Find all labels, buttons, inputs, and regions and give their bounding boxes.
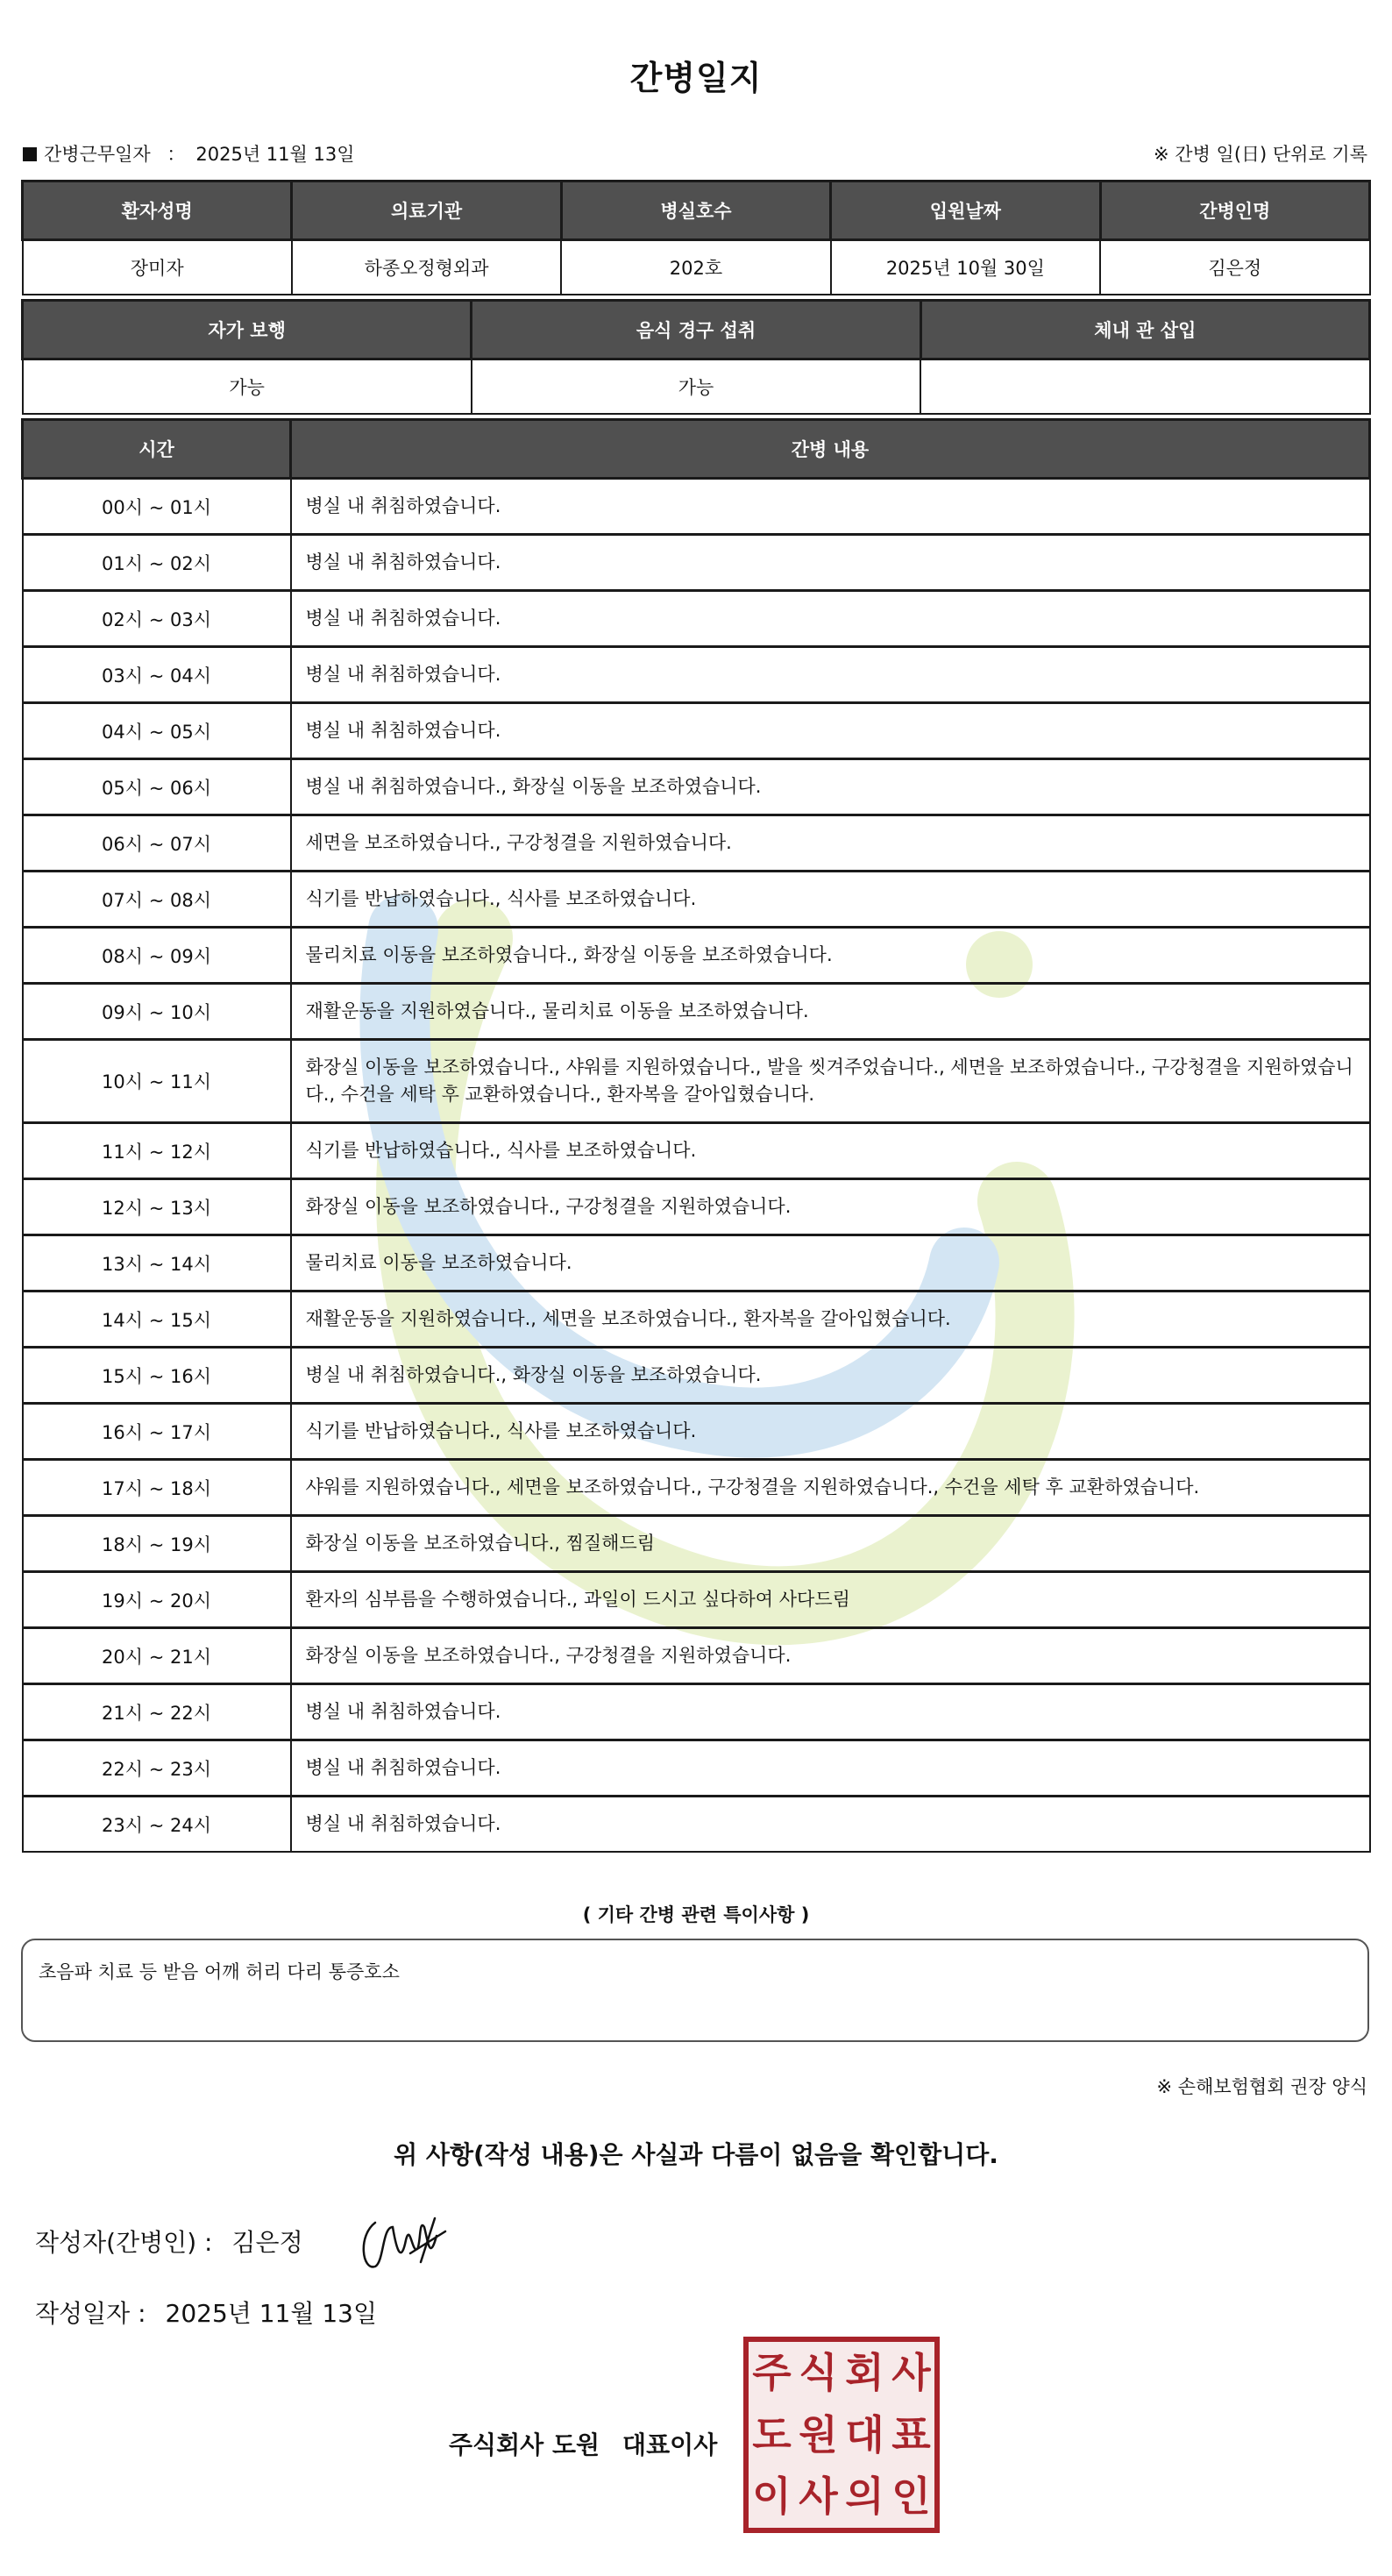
care-row (23, 1040, 1370, 1123)
care-time: 13시 ~ 14시 (23, 1235, 291, 1292)
care-row (23, 1572, 1370, 1628)
header-caregiver: 간병인명 (1100, 181, 1369, 240)
writer-label: 작성자(간병인) : (35, 2228, 213, 2257)
care-time: 12시 ~ 13시 (23, 1179, 291, 1235)
walking-value: 가능 (23, 359, 472, 415)
write-date-line (35, 2295, 377, 2330)
oral-intake-value: 가능 (472, 359, 920, 415)
seal-char: 이 (752, 2473, 792, 2521)
header-hospital: 의료기관 (292, 181, 561, 240)
care-time: 16시 ~ 17시 (23, 1404, 291, 1460)
header-care-content: 간병 내용 (291, 420, 1370, 479)
care-time: 05시 ~ 06시 (23, 759, 291, 815)
care-time: 11시 ~ 12시 (23, 1123, 291, 1179)
care-row (23, 928, 1370, 984)
care-time: 18시 ~ 19시 (23, 1516, 291, 1572)
care-row (23, 1628, 1370, 1684)
care-description: 재활운동을 지원하였습니다., 세면을 보조하였습니다., 환자복을 갈아입혔습니다. (291, 1292, 1370, 1348)
care-row (23, 984, 1370, 1040)
header-oral-intake: 음식 경구 섭취 (472, 301, 920, 359)
care-row (23, 703, 1370, 759)
company-line (449, 2426, 717, 2461)
care-time: 10시 ~ 11시 (23, 1040, 291, 1123)
care-description: 화장실 이동을 보조하였습니다., 구강청결을 지원하였습니다. (291, 1179, 1370, 1235)
care-time: 23시 ~ 24시 (23, 1797, 291, 1853)
care-description: 샤워를 지원하였습니다., 세면을 보조하였습니다., 구강청결을 지원하였습니다., 수건을 세탁 후 교환하였습니다. (291, 1460, 1370, 1516)
seal-char: 표 (891, 2410, 931, 2459)
care-row (23, 815, 1370, 872)
care-time: 08시 ~ 09시 (23, 928, 291, 984)
care-time: 03시 ~ 04시 (23, 647, 291, 703)
seal-char: 주 (752, 2349, 792, 2396)
care-time: 07시 ~ 08시 (23, 872, 291, 928)
care-log-table (21, 418, 1371, 1853)
care-time: 09시 ~ 10시 (23, 984, 291, 1040)
care-description: 병실 내 취침하였습니다. (291, 1684, 1370, 1740)
care-time: 01시 ~ 02시 (23, 535, 291, 591)
care-time: 20시 ~ 21시 (23, 1628, 291, 1684)
care-time: 21시 ~ 22시 (23, 1684, 291, 1740)
special-notes-title: ( 기타 간병 관련 특이사항 ) (582, 1904, 810, 1925)
care-description: 식기를 반납하였습니다., 식사를 보조하였습니다. (291, 1404, 1370, 1460)
header-time: 시간 (23, 420, 291, 479)
care-time: 00시 ~ 01시 (23, 479, 291, 535)
care-row (23, 1292, 1370, 1348)
care-row (23, 1516, 1370, 1572)
care-description: 화장실 이동을 보조하였습니다., 찜질해드림 (291, 1516, 1370, 1572)
seal-char: 사 (799, 2473, 838, 2521)
header-walking: 자가 보행 (23, 301, 472, 359)
care-row (23, 535, 1370, 591)
care-row (23, 1460, 1370, 1516)
care-row (23, 872, 1370, 928)
seal-char: 사 (891, 2349, 931, 2396)
care-description: 병실 내 취침하였습니다. (291, 591, 1370, 647)
caregiver-name: 김은정 (1100, 240, 1369, 295)
work-date-line (23, 140, 355, 167)
care-description: 병실 내 취침하였습니다. (291, 1797, 1370, 1853)
representative-title: 대표이사 (622, 2430, 718, 2459)
care-description: 세면을 보조하였습니다., 구강청결을 지원하였습니다. (291, 815, 1370, 872)
seal-char: 도 (752, 2410, 792, 2459)
work-date-label: 간병근무일자 (44, 144, 151, 165)
care-time: 19시 ~ 20시 (23, 1572, 291, 1628)
seal-char: 식 (799, 2349, 838, 2396)
admission-date: 2025년 10월 30일 (831, 240, 1100, 295)
care-row (23, 479, 1370, 535)
care-row (23, 1684, 1370, 1740)
patient-info-header-row (23, 181, 1370, 240)
care-description: 물리치료 이동을 보조하였습니다. (291, 1235, 1370, 1292)
care-description: 병실 내 취침하였습니다., 화장실 이동을 보조하였습니다. (291, 1348, 1370, 1404)
care-time: 14시 ~ 15시 (23, 1292, 291, 1348)
care-row (23, 759, 1370, 815)
care-description: 병실 내 취침하였습니다. (291, 1740, 1370, 1797)
care-description: 병실 내 취침하였습니다., 화장실 이동을 보조하였습니다. (291, 759, 1370, 815)
insurer-form-note: ※ 손해보험협회 권장 양식 (1156, 2076, 1367, 2097)
care-time: 15시 ~ 16시 (23, 1348, 291, 1404)
special-notes-box (21, 1939, 1369, 2042)
care-row (23, 1179, 1370, 1235)
care-description: 병실 내 취침하였습니다. (291, 703, 1370, 759)
care-description: 재활운동을 지원하였습니다., 물리치료 이동을 보조하였습니다. (291, 984, 1370, 1040)
care-row (23, 591, 1370, 647)
header-patient-name: 환자성명 (23, 181, 292, 240)
care-time: 17시 ~ 18시 (23, 1460, 291, 1516)
care-description: 병실 내 취침하였습니다. (291, 647, 1370, 703)
ability-table (21, 299, 1371, 415)
patient-name: 장미자 (23, 240, 292, 295)
care-description: 화장실 이동을 보조하였습니다., 구강청결을 지원하였습니다. (291, 1628, 1370, 1684)
writer-line (35, 2224, 303, 2259)
header-room: 병실호수 (561, 181, 830, 240)
company-seal-icon (743, 2337, 940, 2533)
care-row (23, 1740, 1370, 1797)
care-description: 식기를 반납하였습니다., 식사를 보조하였습니다. (291, 1123, 1370, 1179)
writer-name: 김은정 (231, 2228, 303, 2257)
separator: ： (167, 144, 186, 165)
care-row (23, 1235, 1370, 1292)
care-description: 물리치료 이동을 보조하였습니다., 화장실 이동을 보조하였습니다. (291, 928, 1370, 984)
bullet-square-icon (23, 147, 37, 161)
work-date-value: 2025년 11월 13일 (195, 144, 355, 165)
care-description: 식기를 반납하였습니다., 식사를 보조하였습니다. (291, 872, 1370, 928)
care-row (23, 1797, 1370, 1853)
write-date-value: 2025년 11월 13일 (165, 2299, 377, 2328)
page-title: 간병일지 (629, 59, 763, 97)
confirmation-statement: 위 사항(작성 내용)은 사실과 다름이 없음을 확인합니다. (394, 2140, 998, 2169)
ability-value-row (23, 359, 1370, 415)
company-name: 주식회사 도원 (449, 2430, 600, 2459)
care-row (23, 1123, 1370, 1179)
seal-char: 회 (845, 2349, 884, 2396)
signature-icon (358, 2201, 454, 2280)
care-time: 04시 ~ 05시 (23, 703, 291, 759)
care-row (23, 1348, 1370, 1404)
care-row (23, 647, 1370, 703)
seal-char: 대 (845, 2410, 884, 2459)
care-time: 02시 ~ 03시 (23, 591, 291, 647)
ability-header-row (23, 301, 1370, 359)
tube-value (920, 359, 1369, 415)
seal-char: 원 (799, 2410, 838, 2459)
care-description: 환자의 심부름을 수행하였습니다., 과일이 드시고 싶다하여 사다드림 (291, 1572, 1370, 1628)
care-header-row (23, 420, 1370, 479)
patient-info-table (21, 180, 1371, 295)
header-admission-date: 입원날짜 (831, 181, 1100, 240)
room-number: 202호 (561, 240, 830, 295)
patient-info-value-row (23, 240, 1370, 295)
care-time: 22시 ~ 23시 (23, 1740, 291, 1797)
special-notes-text: 초음파 치료 등 받음 어깨 허리 다리 통증호소 (39, 1961, 400, 1982)
record-note: ※ 간병 일(日) 단위로 기록 (1154, 144, 1367, 165)
care-time: 06시 ~ 07시 (23, 815, 291, 872)
seal-char: 의 (845, 2473, 884, 2521)
care-description: 병실 내 취침하였습니다. (291, 479, 1370, 535)
seal-char: 인 (891, 2473, 931, 2521)
write-date-label: 작성일자 : (35, 2299, 146, 2328)
header-tube: 체내 관 삽입 (920, 301, 1369, 359)
care-description: 화장실 이동을 보조하였습니다., 샤워를 지원하였습니다., 발을 씻겨주었습니다., 세면을 보조하였습니다., 구강청결을 지원하였습니다., 수건을 세탁 후 교환하였습니다., 환자복을 갈아입혔습니다. (291, 1040, 1370, 1123)
hospital-name: 하종오정형외과 (292, 240, 561, 295)
care-row (23, 1404, 1370, 1460)
care-description: 병실 내 취침하였습니다. (291, 535, 1370, 591)
